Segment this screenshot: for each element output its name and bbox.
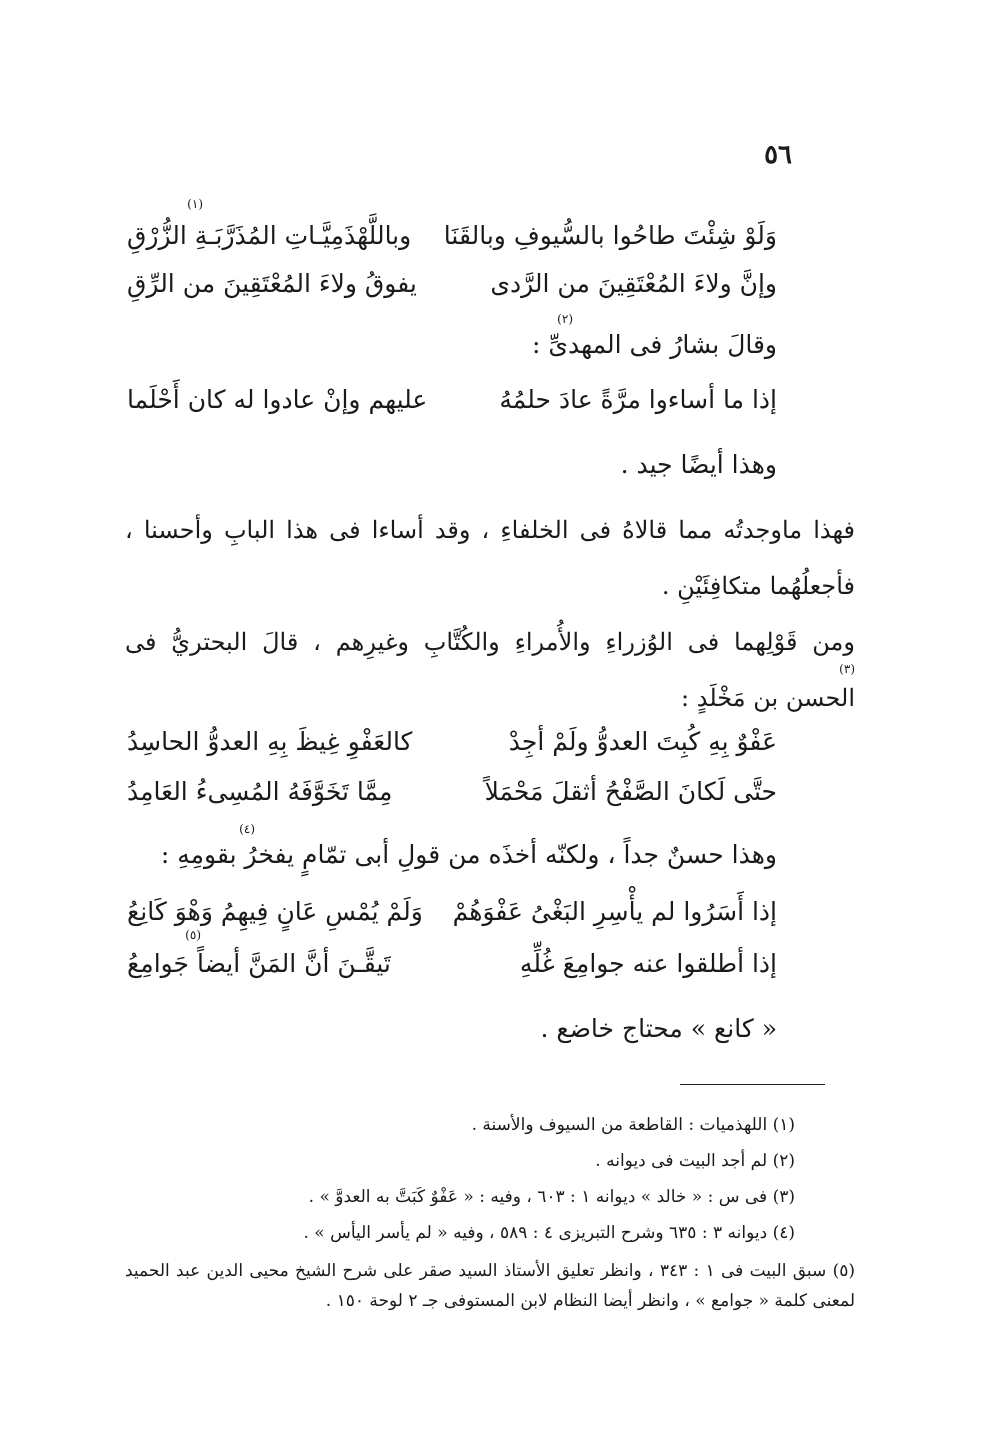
verse-hemistich-second: مِمَّا تَخَوَّفَهُ المُسِىءُ العَامِدُ <box>127 777 393 806</box>
intro-abu-tammam: وهذا حسنٌ جداً ، ولكنّه أخذَه من قولِ أبى تمّامٍ يفخرُ بقومِهِ : <box>160 840 777 869</box>
paragraph-caliphs: فهذا ماوجدتُه مما قالاهُ فى الخلفاءِ ، وقد أساءا فى هذا البابِ وأحسنا ، فأجعلُهُما متكافِئَيْنِ . <box>125 516 855 600</box>
verse-hemistich-first: حتَّى لَكانَ الصَّفْحُ أثقلَ مَحْمَلاً <box>484 777 777 806</box>
verse-line <box>127 942 777 986</box>
verse-hemistich-first: إذا أطلقوا عنه جوامِعَ غُلِّهِ <box>519 949 777 978</box>
footnote-marker-2: (٢) <box>557 312 573 326</box>
footnote: (١) اللهذميات : القاطعة من السيوف والأسنة . <box>471 1115 795 1135</box>
verse-line <box>127 770 777 814</box>
intro-bashar: وقالَ بشارُ فى المهدىِّ : <box>532 330 777 359</box>
verse-hemistich-second: عليهم وإنْ عادوا له كان أَحْلَما <box>127 385 428 414</box>
footnote-separator <box>680 1084 825 1085</box>
verse-hemistich-second: يفوقُ ولاءَ المُعْتَقِينَ من الرِّقِ <box>127 269 417 298</box>
footnote: (٣) فى س : « خالد » ديوانه ١ : ٦٠٣ ، وفيه : « عَفْوٌ كَبَتَّ به العدوَّ » . <box>308 1187 795 1207</box>
verse-hemistich-second: كالعَفْوِ غِيظَ بِهِ العدوُّ الحاسِدُ <box>127 727 413 756</box>
verse-hemistich-first: إذا أَسَرُوا لم يأْسِرِ البَغْىُ عَفْوَهُمْ <box>452 897 777 926</box>
gloss-kani: « كانع » محتاج خاضع . <box>540 1014 777 1043</box>
footnote-marker-5: (٥) <box>185 928 201 942</box>
verse-hemistich-first: وَلَوْ شِئْتَ طاحُوا بالسُّيوفِ وبالقَنَا <box>443 221 777 250</box>
footnote-marker-1: (١) <box>187 197 203 211</box>
verse-hemistich-first: عَفْوٌ بِهِ كُبِتَ العدوُّ ولَمْ أجِدْ <box>508 727 777 756</box>
footnote: (٢) لم أجد البيت فى ديوانه . <box>595 1151 795 1171</box>
verse-hemistich-second: وَلَمْ يُمْسِ عَانٍ فِيهِمُ وَهْوَ كَانِعُ <box>127 897 423 926</box>
footnote: (٥) سبق البيت فى ١ : ٣٤٣ ، وانظر تعليق الأستاذ السيد صقر على شرح الشيخ محيى الدين عبد الحميد لمعنى كلمة « جوامع » ، وانظر أيضا النظام لابن المستوفى جـ ٢ لوحة ١٥٠ . <box>125 1261 856 1311</box>
verse-line <box>127 378 777 422</box>
comment-good: وهذا أيضًا جيد . <box>620 450 777 479</box>
footnote-marker-4: (٤) <box>239 822 255 836</box>
verse-hemistich-first: وإنَّ ولاءَ المُعْتَقِينَ من الرَّدى <box>490 269 777 298</box>
verse-line <box>127 262 777 306</box>
paragraph-viziers: ومن قَوْلِهما فى الوُزراءِ والأُمراءِ والكُتَّابِ وغيرِهم ، قالَ البحتريُّ فى الحسن بن مَخْلَدٍ : <box>125 628 856 712</box>
verse-line <box>127 214 777 258</box>
footnote: (٤) ديوانه ٣ : ٦٣٥ وشرح التبريزى ٤ : ٥٨٩ ، وفيه « لم يأسر اليأس » . <box>303 1223 795 1243</box>
verse-hemistich-second: وباللَّهْذَمِيَّـاتِ المُذَرَّبَـةِ الزُّرْقِ <box>127 221 412 250</box>
verse-line <box>127 890 777 934</box>
verse-hemistich-first: إذا ما أساءوا مرَّةً عادَ حلمُهُ <box>499 385 777 414</box>
page-number: ٥٦ <box>764 140 792 170</box>
verse-hemistich-second: تَيقَّـنَ أنَّ المَنَّ أيضاً جَوامِعُ <box>127 949 391 978</box>
verse-line <box>127 720 777 764</box>
footnote-marker-3: (٣) <box>839 662 855 676</box>
